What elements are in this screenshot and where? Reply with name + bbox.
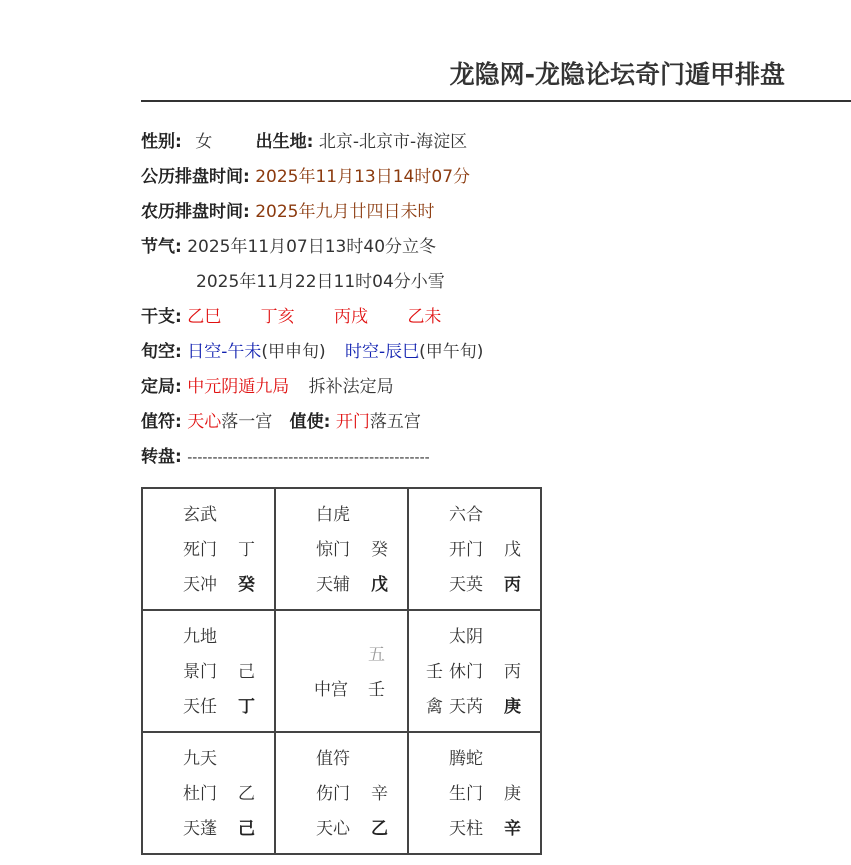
dingju-label: 定局: <box>141 377 182 397</box>
palace-star: 天蓬 <box>183 819 217 839</box>
xunkong-row <box>141 340 483 364</box>
palace-star: 天芮 <box>449 697 483 717</box>
palace-cell-baihu <box>275 488 408 610</box>
palace-cell-jiudi <box>142 610 275 732</box>
gender-value: 女 <box>195 132 213 152</box>
palace-door: 杜门 <box>183 784 217 804</box>
shikong-value: 时空-辰巳 <box>345 342 420 362</box>
palace-star: 天英 <box>449 575 483 595</box>
palace-god: 腾蛇 <box>449 749 483 769</box>
ganzhi-month: 丁亥 <box>260 307 295 327</box>
palace-star: 天辅 <box>316 575 350 595</box>
zhifu-star: 天心 <box>187 412 222 432</box>
jieqi-second: 2025年11月22日11时04分小雪 <box>196 272 445 292</box>
palace-door: 死门 <box>183 540 217 560</box>
title-divider <box>141 100 851 102</box>
lunar-time-value: 2025年九月廿四日未时 <box>255 202 435 222</box>
solar-time-label: 公历排盘时间: <box>141 167 250 187</box>
center-label: 中宫 <box>314 680 348 700</box>
page-title: 龙隐网-龙隐论坛奇门遁甲排盘 <box>449 60 785 89</box>
jieqi-second-row <box>196 270 445 294</box>
palace-cell-liuhe <box>408 488 541 610</box>
shikong-note: (甲午旬) <box>419 342 484 362</box>
palace-door-stem: 丙 <box>504 662 521 682</box>
palace-door-stem: 乙 <box>238 784 255 804</box>
center-stem: 壬 <box>368 680 385 700</box>
palace-door-stem: 辛 <box>371 784 388 804</box>
palace-door-stem: 戊 <box>504 540 521 560</box>
palace-star-stem: 己 <box>238 819 255 839</box>
palace-god: 值符 <box>316 749 350 769</box>
palace-cell-zhifu <box>275 732 408 854</box>
rikong-value: 日空-午未 <box>187 342 262 362</box>
ganzhi-row <box>141 305 441 329</box>
palace-door-stem: 癸 <box>371 540 388 560</box>
birthplace-value: 北京-北京市-海淀区 <box>318 132 468 152</box>
jieqi-label: 节气: <box>141 237 182 257</box>
zhuanpan-line: ------------------------------------------------ <box>187 450 430 466</box>
ganzhi-hour: 乙未 <box>407 307 442 327</box>
solar-time-row <box>141 165 470 189</box>
center-number: 五 <box>368 645 385 665</box>
palace-god: 玄武 <box>183 505 217 525</box>
palace-star: 天任 <box>183 697 217 717</box>
zhishi-door: 开门 <box>335 412 370 432</box>
ganzhi-day: 丙戌 <box>334 307 369 327</box>
dingju-row <box>141 375 394 399</box>
palace-door: 惊门 <box>316 540 350 560</box>
palace-star: 天冲 <box>183 575 217 595</box>
jieqi-first: 2025年11月07日13时40分立冬 <box>187 237 437 257</box>
palace-star-stem: 戊 <box>371 575 388 595</box>
palace-god: 太阴 <box>449 627 483 647</box>
zhifu-label: 值符: <box>141 412 182 432</box>
palace-door: 休门 <box>449 662 483 682</box>
palace-god: 六合 <box>449 505 483 525</box>
xunkong-label: 旬空: <box>141 342 182 362</box>
zhuanpan-row <box>141 445 430 469</box>
dingju-value: 中元阴遁九局 <box>187 377 290 397</box>
palace-cell-jiutian <box>142 732 275 854</box>
lunar-time-row <box>141 200 434 224</box>
palace-door: 伤门 <box>316 784 350 804</box>
palace-door-stem: 庚 <box>504 784 521 804</box>
birthplace-label: 出生地: <box>255 132 314 152</box>
palace-star-stem: 乙 <box>371 819 388 839</box>
zhishi-palace: 落五宫 <box>369 412 421 432</box>
palace-star-stem: 丁 <box>238 697 255 717</box>
palace-star: 天柱 <box>449 819 483 839</box>
palace-god: 九地 <box>183 627 217 647</box>
palace-star-stem: 庚 <box>504 697 521 717</box>
zhifu-row <box>141 410 421 434</box>
lunar-time-label: 农历排盘时间: <box>141 202 250 222</box>
palace-cell-tengshe <box>408 732 541 854</box>
palace-star-stem: 丙 <box>504 575 521 595</box>
palace-cell-xunwu <box>142 488 275 610</box>
palace-door: 景门 <box>183 662 217 682</box>
gender-label: 性别: <box>141 132 182 152</box>
palace-star-prefix: 禽 <box>426 697 443 717</box>
palace-star-stem: 癸 <box>238 575 255 595</box>
zhishi-label: 值使: <box>289 412 331 432</box>
palace-door-prefix: 壬 <box>426 662 443 682</box>
palace-door-stem: 己 <box>238 662 255 682</box>
palace-god: 白虎 <box>316 505 350 525</box>
zhuanpan-label: 转盘: <box>141 447 182 467</box>
zhifu-palace: 落一宫 <box>221 412 273 432</box>
palace-grid <box>141 487 542 855</box>
palace-door: 生门 <box>449 784 483 804</box>
gender-row <box>141 130 467 154</box>
palace-door-stem: 丁 <box>238 540 255 560</box>
dingju-method: 拆补法定局 <box>308 377 394 397</box>
jieqi-row <box>141 235 436 259</box>
palace-star: 天心 <box>316 819 350 839</box>
rikong-note: (甲申旬) <box>261 342 326 362</box>
ganzhi-label: 干支: <box>141 307 182 327</box>
ganzhi-year: 乙巳 <box>187 307 222 327</box>
solar-time-value: 2025年11月13日14时07分 <box>255 167 471 187</box>
palace-door: 开门 <box>449 540 483 560</box>
palace-cell-taiyin <box>408 610 541 732</box>
palace-god: 九天 <box>183 749 217 769</box>
palace-cell-center <box>275 610 408 732</box>
palace-star-stem: 辛 <box>504 819 521 839</box>
